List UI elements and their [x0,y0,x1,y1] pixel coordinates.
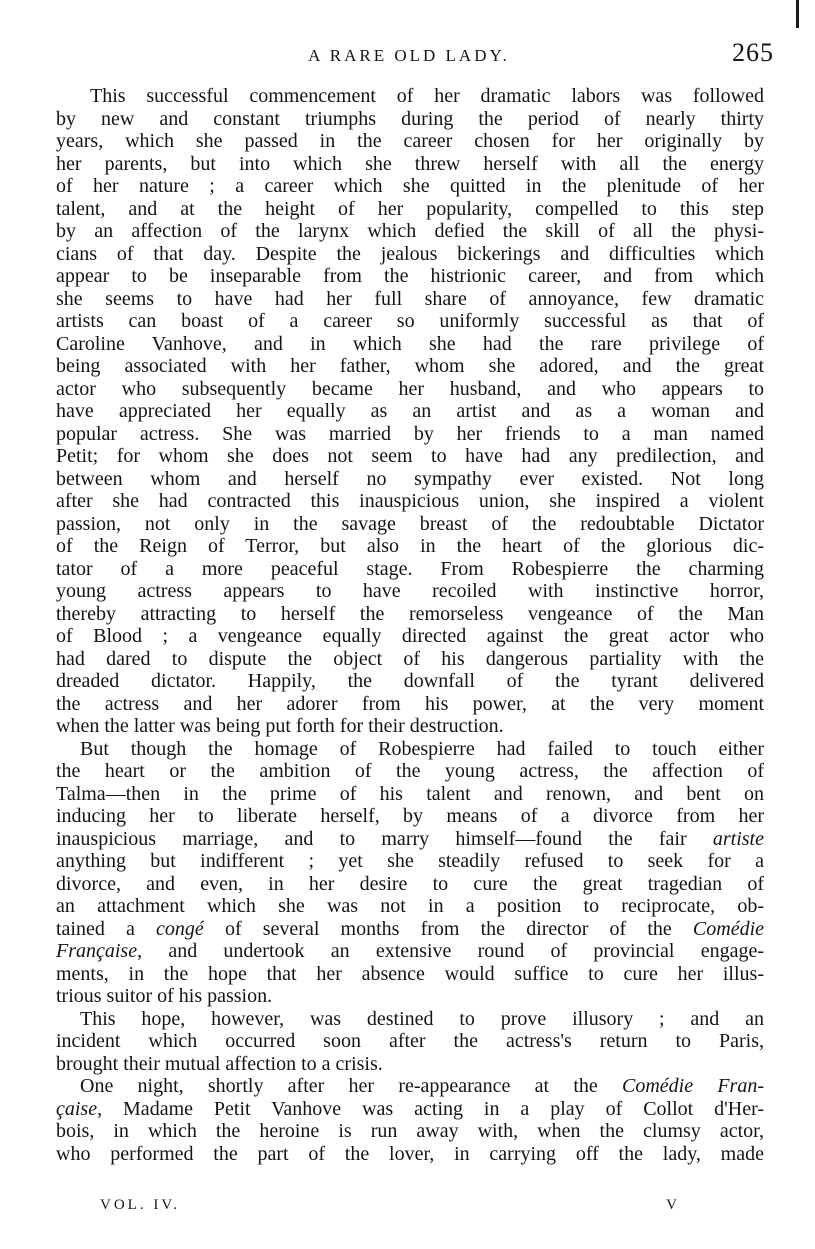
margin-rule [796,0,799,28]
text-line: dreaded dictator. Happily, the downfall of the tyrant delivered [56,670,764,692]
text-line: years, which she passed in the career chosen for her originally by [56,130,764,152]
text-line: of Blood ; a vengeance equally directed against the great actor who [56,625,764,647]
text-fragment: , Madame Petit Vanhove was acting in a play of Collot d'Her- [97,1097,764,1120]
text-line: by an affection of the larynx which defied the skill of all the physi- [56,220,764,242]
text-fragment: One night, shortly after her re-appearance at the [80,1075,622,1097]
text-line [56,940,764,963]
italic-word: artiste [712,827,764,850]
text-line: Talma—then in the prime of his talent and renown, and bent on [56,782,764,805]
text-line: of her nature ; a career which she quitted in the plenitude of her [56,175,764,197]
text-line: talent, and at the height of her popularity, compelled to this step [56,197,764,220]
text-line: artists can boast of a career so uniformly successful as that of [56,310,764,332]
volume-marker: VOL. IV. [100,1197,180,1213]
text-fragment: tained a [56,917,157,940]
text-line: brought their mutual affection to a crisis. [56,1052,383,1075]
text-line: trious suitor of his passion. [56,985,273,1007]
text-line: she seems to have had her full share of annoyance, few dramatic [56,287,764,310]
body-text [56,85,764,1165]
text-line: after she had contracted this inauspicious union, she inspired a violent [56,490,764,512]
text-line: Petit; for whom she does not seem to have had any predilection, and [56,445,764,467]
text-line: inducing her to liberate herself, by means of a divorce from her [56,805,764,827]
text-line: the heart or the ambition of the young actress, the affection of [56,760,764,782]
text-line: her parents, but into which she threw herself with all the energy [56,152,764,175]
text-line: anything but indifferent ; yet she steadily refused to seek for a [56,850,764,872]
text-line: cians of that day. Despite the jealous bickerings and difficulties which [56,242,764,265]
text-line: young actress appears to have recoiled with instinctive horror, [56,580,764,602]
italic-word: Comédie [692,917,764,940]
text-line: had dared to dispute the object of his dangerous partiality with the [56,647,764,670]
italic-word: çaise [56,1097,98,1120]
text-line: But though the homage of Robespierre had failed to touch either [80,737,764,760]
text-line: ments, in the hope that her absence would suffice to cure her illus- [56,962,764,985]
text-line: incident which occurred soon after the actress's return to Paris, [56,1030,764,1052]
text-line: the actress and her adorer from his power, at the very moment [56,692,764,715]
text-line: This hope, however, was destined to prove illusory ; and an [80,1007,764,1030]
italic-word: Française [56,940,138,962]
text-line: popular actress. She was married by her friends to a man named [56,422,764,445]
text-line [56,1098,764,1121]
text-line: bois, in which the heroine is run away with, when the clumsy actor, [56,1120,764,1142]
running-title: A RARE OLD LADY. [308,46,510,65]
text-line [56,1075,764,1098]
text-line: divorce, and even, in her desire to cure the great tragedian of [56,872,764,895]
text-line: by new and constant triumphs during the period of nearly thirty [56,107,764,130]
text-line: actor who subsequently became her husband, and who appears to [56,377,764,400]
italic-word: Comédie Fran- [622,1075,764,1097]
text-line: thereby attracting to herself the remorseless vengeance of the Man [56,602,764,625]
text-fragment: inauspicious marriage, and to marry himself—found the fair [56,827,713,850]
italic-word: congé [156,917,204,940]
text-line: This successful commencement of her dramatic labors was followed [90,85,764,107]
text-line: tator of a more peaceful stage. From Robespierre the charming [56,557,764,580]
text-line: of the Reign of Terror, but also in the heart of the glorious dic- [56,535,764,557]
page-number: 265 [732,38,774,67]
page-footer [100,1197,680,1221]
text-line: when the latter was being put forth for their destruction. [56,715,504,737]
text-line [56,918,764,941]
text-line: between whom and herself no sympathy ever existed. Not long [56,467,764,490]
text-line: Caroline Vanhove, and in which she had the rare privilege of [56,332,764,355]
text-line: appear to be inseparable from the histrionic career, and from which [56,265,764,287]
page-header [44,38,774,70]
signature-mark: V [666,1197,680,1213]
text-line: being associated with her father, whom she adored, and the great [56,355,764,377]
text-fragment: of several months from the director of the [203,917,693,940]
text-line: who performed the part of the lover, in carrying off the lady, made [56,1142,764,1165]
text-line: passion, not only in the savage breast of the redoubtable Dictator [56,512,764,535]
text-fragment: , and undertook an extensive round of provincial engage- [137,940,764,962]
text-line: an attachment which she was not in a position to reciprocate, ob- [56,895,764,917]
text-line [56,828,764,851]
text-line: have appreciated her equally as an artist and as a woman and [56,400,764,422]
